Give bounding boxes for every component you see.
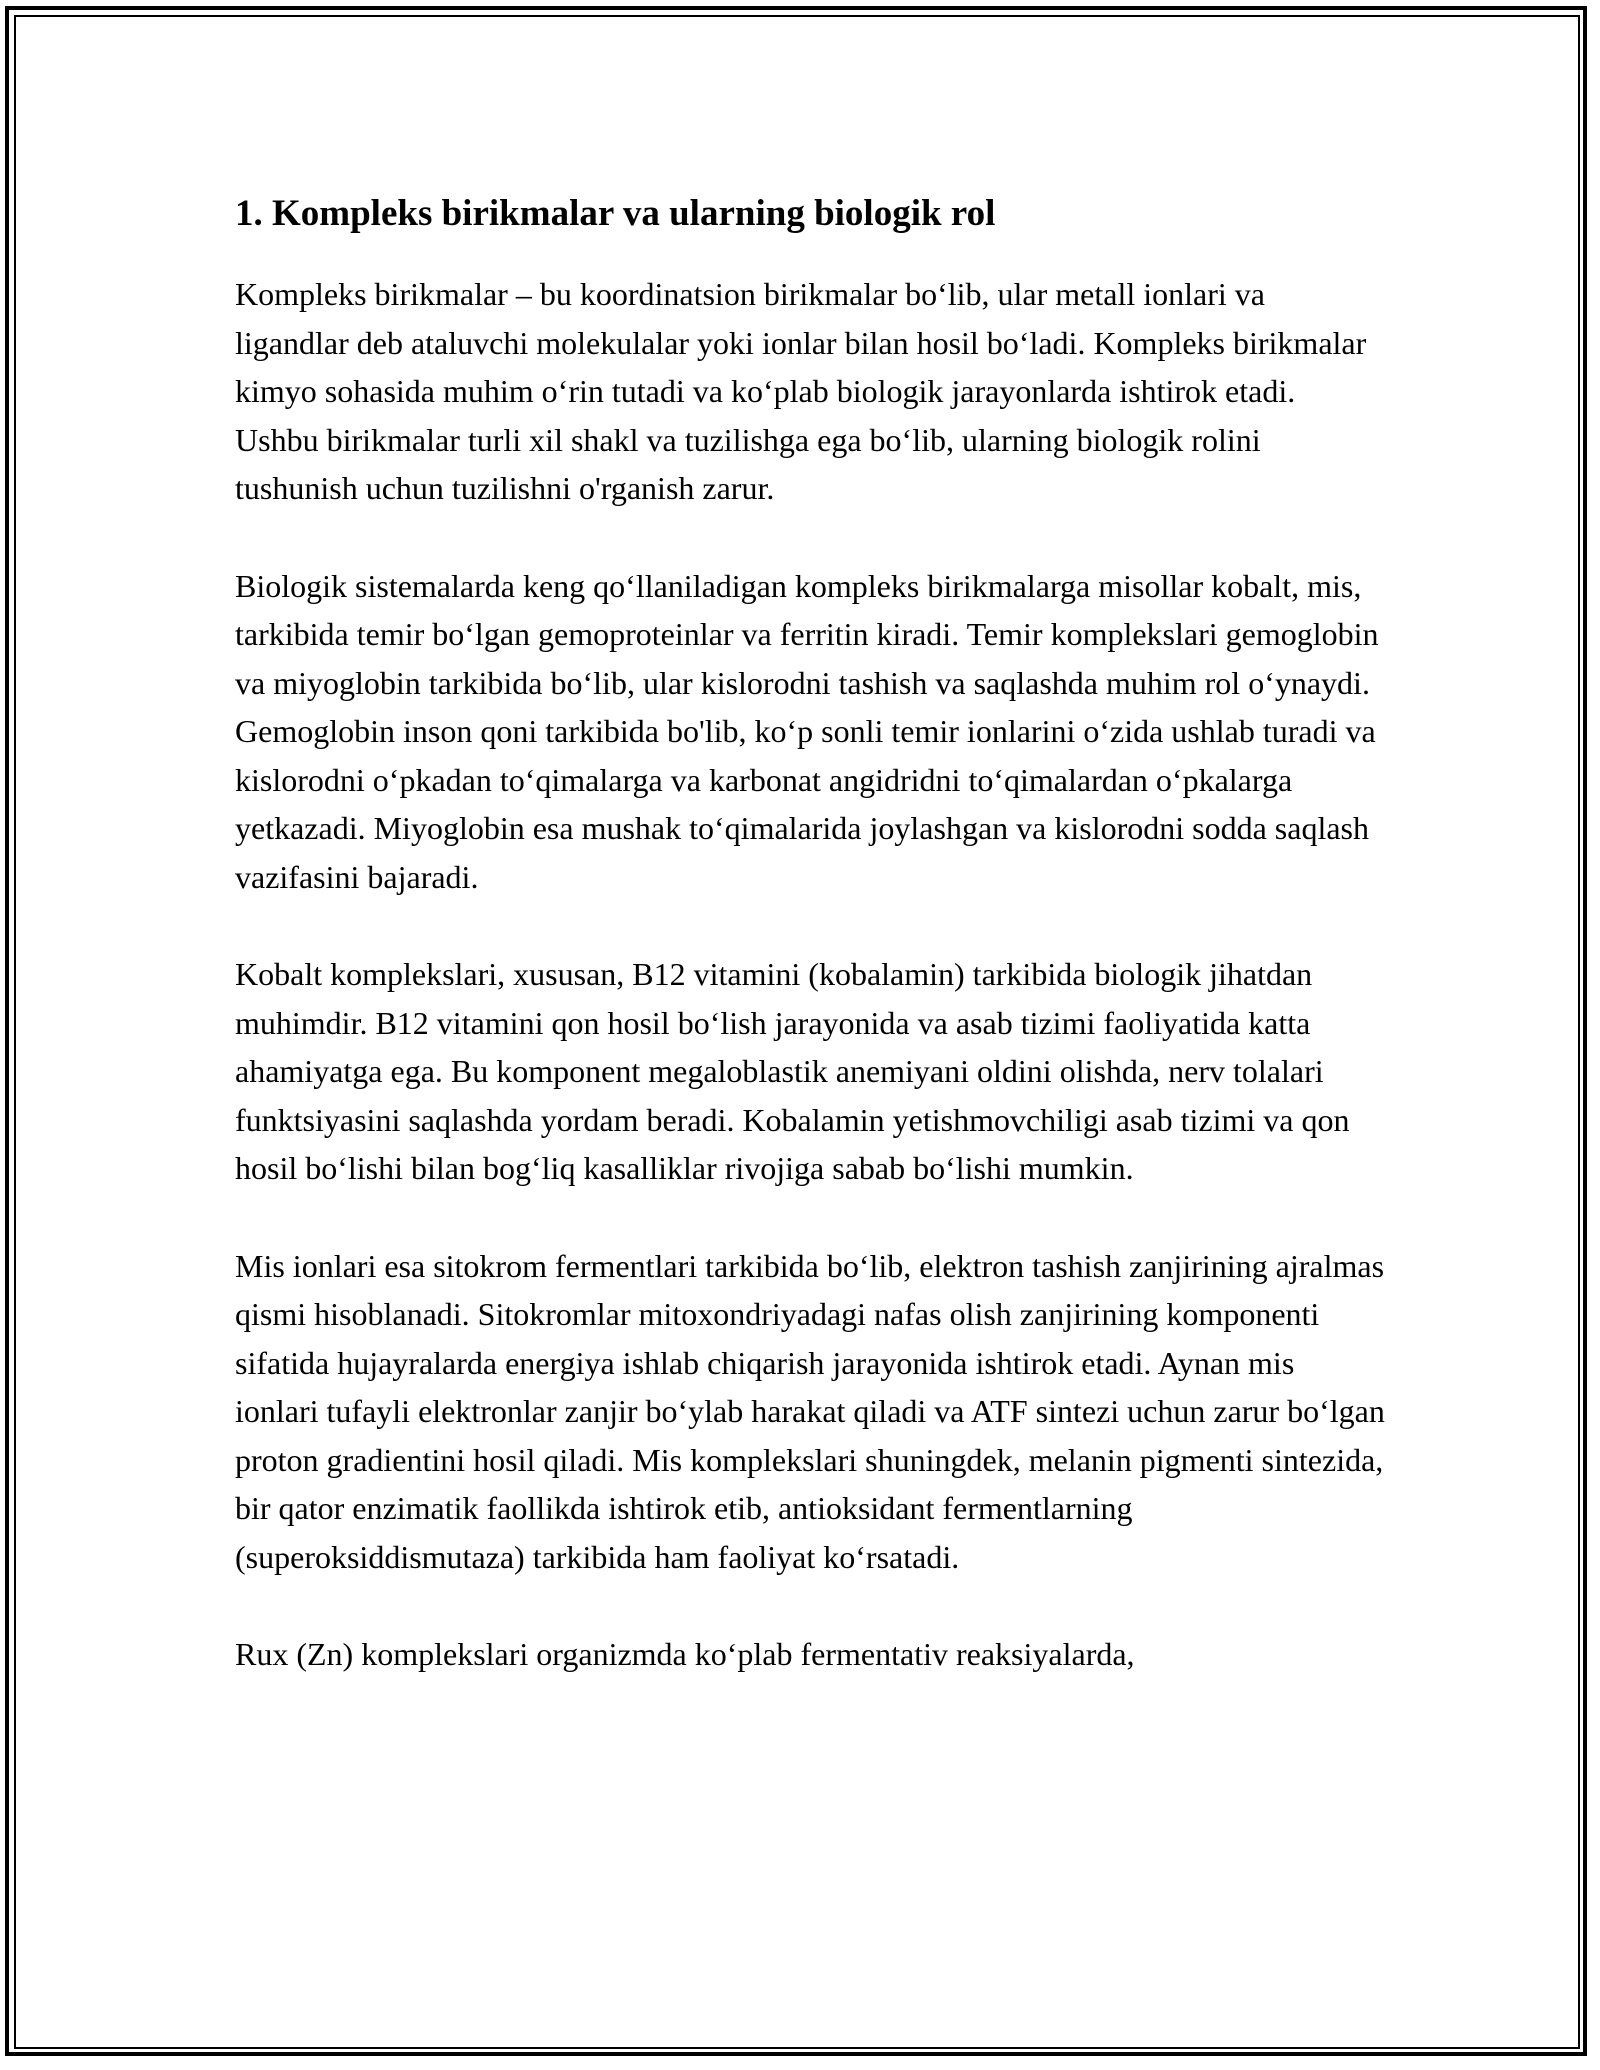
- section-title: 1. Kompleks birikmalar va ularning biologik rol: [235, 193, 996, 234]
- document-body: [235, 186, 1385, 1679]
- paragraph-1: Kompleks birikmalar – bu koordinatsion birikmalar bo‘lib, ular metall ionlari va ligandlar deb ataluvchi molekulalar yoki ionlar bilan hosil bo‘ladi. Kompleks birikmalar kimyo sohasida muhim o‘rin tutadi va ko‘plab biologik jarayonlarda ishtirok etadi. Ushbu birikmalar turli xil shakl va tuzilishga ega bo‘lib, ularning biologik rolini tushunish uchun tuzilishni o'rganish zarur.: [235, 276, 1367, 506]
- paragraph-2: Biologik sistemalarda keng qo‘llaniladigan kompleks birikmalarga misollar kobalt, mis, tarkibida temir bo‘lgan gemoproteinlar va ferritin kiradi. Temir komplekslari gemoglobin va miyoglobin tarkibida bo‘lib, ular kislorodni tashish va saqlashda muhim rol o‘ynaydi. Gemoglobin inson qoni tarkibida bo'lib, ko‘p sonli temir ionlarini o‘zida ushlab turadi va kislorodni o‘pkadan to‘qimalarga va karbonat angidridni to‘qimalardan o‘pkalarga yetkazadi. Miyoglobin esa mushak to‘qimalarida joylashgan va kislorodni sodda saqlash vazifasini bajaradi.: [235, 567, 1379, 895]
- paragraph-5: Rux (Zn) komplekslari organizmda ko‘plab fermentativ reaksiyalarda,: [235, 1636, 1135, 1672]
- paragraph-4: Mis ionlari esa sitokrom fermentlari tarkibida bo‘lib, elektron tashish zanjirining ajralmas qismi hisoblanadi. Sitokromlar mitoxondriyadagi nafas olish zanjirining komponenti sifatida hujayralarda energiya ishlab chiqarish jarayonida ishtirok etadi. Aynan mis ionlari tufayli elektronlar zanjir bo‘ylab harakat qiladi va ATF sintezi uchun zarur bo‘lgan proton gradientini hosil qiladi. Mis komplekslari shuningdek, melanin pigmenti sintezida, bir qator enzimatik faollikda ishtirok etib, antioksidant fermentlarning (superoksiddismutaza) tarkibida ham faoliyat ko‘rsatadi.: [235, 1247, 1385, 1575]
- paragraph-3: Kobalt komplekslari, xususan, B12 vitamini (kobalamin) tarkibida biologik jihatdan muhimdir. B12 vitamini qon hosil bo‘lish jarayonida va asab tizimi faoliyatida katta ahamiyatga ega. Bu komponent megaloblastik anemiyani oldini olishda, nerv tolalari funktsiyasini saqlashda yordam beradi. Kobalamin yetishmovchiligi asab tizimi va qon hosil bo‘lishi bilan bog‘liq kasalliklar rivojiga sabab bo‘lishi mumkin.: [235, 956, 1350, 1186]
